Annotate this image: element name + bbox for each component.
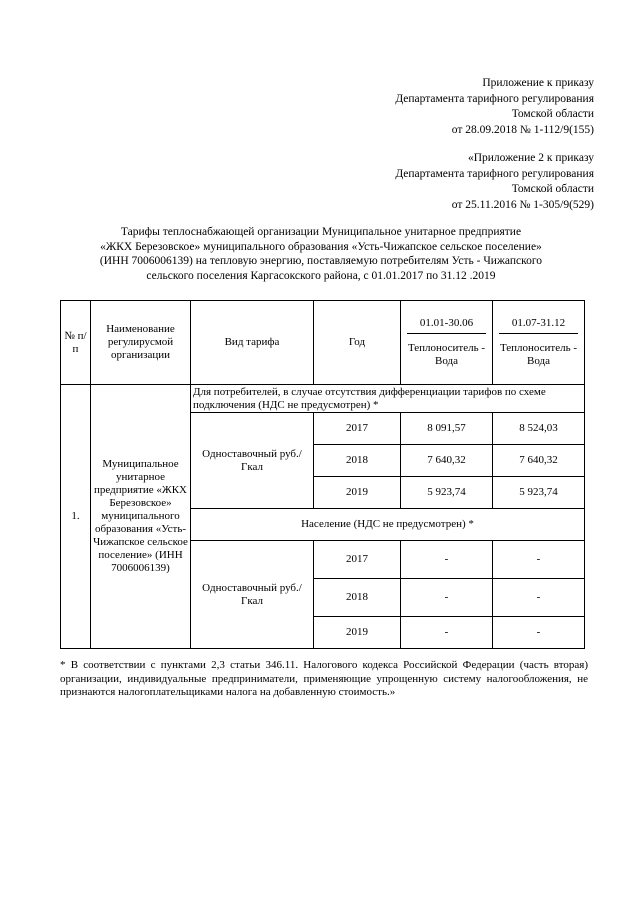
header-num: № п/п xyxy=(61,301,91,385)
period-2-label: 01.07-31.12 xyxy=(499,317,578,334)
value-cell: 5 923,74 xyxy=(401,477,493,509)
document-title xyxy=(66,225,576,283)
row-number: 1. xyxy=(61,385,91,649)
year-cell: 2018 xyxy=(314,579,401,617)
title-line: (ИНН 7006006139) на тепловую энергию, поставляемую потребителям Усть - Чижапского xyxy=(99,255,543,267)
header-organization: Наименование регулирусмой организации xyxy=(91,301,191,385)
value-cell: - xyxy=(401,541,493,579)
title-line: Тарифы теплоснабжающей организации Муниципальное унитарное предприятие xyxy=(120,226,522,238)
value-cell: 7 640,32 xyxy=(493,445,585,477)
organization-name: Муниципальное унитарное предприятие «ЖКХ Березовское» муниципального образования «Усть-Чижапское сельское поселение» (ИНН 7006006139) xyxy=(91,385,191,649)
approval-header-2 xyxy=(395,151,594,213)
tariff-table xyxy=(60,300,585,649)
footnote: * В соответствии с пунктами 2,3 статьи 346.11. Налогового кодекса Российской Федерации (часть вторая) организации, индивидуальные предприниматели, применяющие упрощенную систему налогообложения, не признаются налогоплательщиками налога на добавленную стоимость.» xyxy=(60,659,588,698)
value-cell: - xyxy=(401,617,493,649)
tariff-type-cell: Одноставочный руб./Гкал xyxy=(191,541,314,649)
section-2-label: Население (НДС не предусмотрен) * xyxy=(191,509,585,541)
table-header-row xyxy=(61,301,585,385)
year-cell: 2019 xyxy=(314,617,401,649)
header-tariff-type: Вид тарифа xyxy=(191,301,314,385)
value-cell: - xyxy=(493,541,585,579)
title-line: сельского поселения Каргасокского района, с 01.01.2017 по 31.12 .2019 xyxy=(146,269,496,282)
header-line: Приложение к приказу xyxy=(482,77,594,89)
period-1-label: 01.01-30.06 xyxy=(407,317,486,334)
year-cell: 2017 xyxy=(314,541,401,579)
section-1-label: Для потребителей, в случае отсутствия дифференциации тарифов по схеме подключения (НДС не предусмотрен) * xyxy=(191,385,585,413)
header-line: Томской области xyxy=(511,183,594,195)
value-cell: - xyxy=(493,617,585,649)
tariff-type-cell: Одноставочный руб./Гкал xyxy=(191,413,314,509)
year-cell: 2018 xyxy=(314,445,401,477)
value-cell: 8 091,57 xyxy=(401,413,493,445)
carrier-2-label: Теплоноситель - Вода xyxy=(499,342,578,367)
header-period-2 xyxy=(493,301,585,385)
year-cell: 2019 xyxy=(314,477,401,509)
header-line: Департамента тарифного регулирования xyxy=(395,92,594,105)
year-cell: 2017 xyxy=(314,413,401,445)
header-year: Год xyxy=(314,301,401,385)
carrier-1-label: Теплоноситель - Вода xyxy=(407,342,486,367)
header-period-1 xyxy=(401,301,493,385)
title-line: «ЖКХ Березовское» муниципального образования «Усть-Чижапское сельское поселение» xyxy=(100,240,542,253)
section-header-row xyxy=(61,385,585,413)
header-line: от 28.09.2018 № 1-112/9(155) xyxy=(451,123,594,136)
header-line: Департамента тарифного регулирования xyxy=(395,167,594,180)
approval-header-1 xyxy=(395,76,594,138)
header-line: «Приложение 2 к приказу xyxy=(467,152,594,164)
value-cell: 5 923,74 xyxy=(493,477,585,509)
header-line: Томской области xyxy=(511,108,594,120)
value-cell: 8 524,03 xyxy=(493,413,585,445)
value-cell: 7 640,32 xyxy=(401,445,493,477)
header-line: от 25.11.2016 № 1-305/9(529) xyxy=(451,198,594,211)
value-cell: - xyxy=(401,579,493,617)
value-cell: - xyxy=(493,579,585,617)
